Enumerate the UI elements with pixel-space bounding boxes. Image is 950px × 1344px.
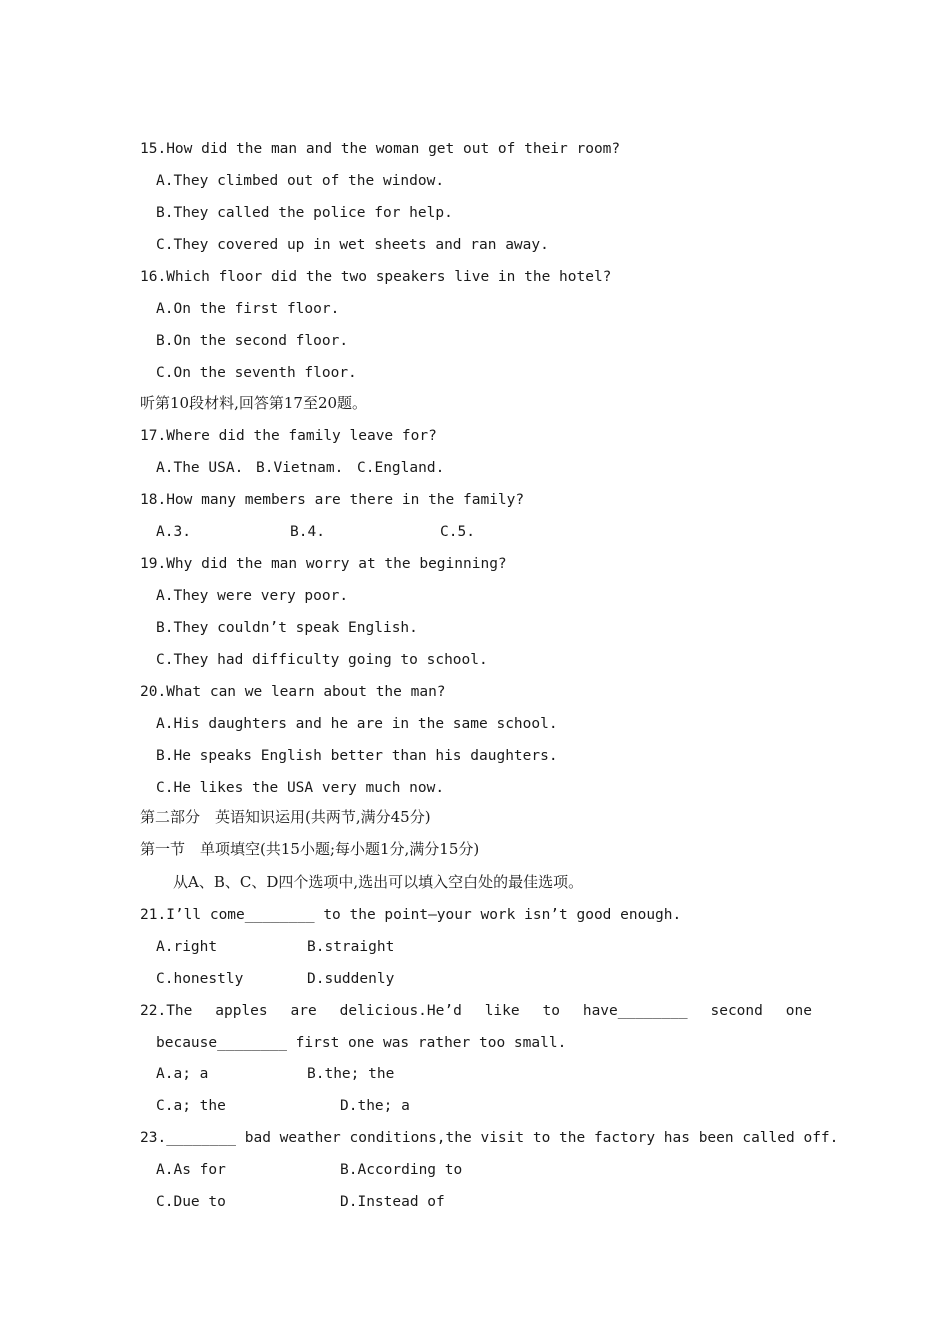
question-22-line-2: because________ first one was rather too small. [156,1035,567,1051]
option-19b: B.They couldn’t speak English. [156,620,418,636]
q22-word: apples [215,1003,268,1019]
option-20b: B.He speaks English better than his daughters. [156,748,558,764]
option-21a: A.right [156,939,218,955]
option-19a: A.They were very poor. [156,588,349,604]
section-1-instruction: 从A、B、C、D四个选项中,选出可以填入空白处的最佳选项。 [173,873,584,891]
q22-word: like [484,1003,520,1019]
option-17a: A.The USA. [156,460,244,476]
option-18c: C.5. [440,524,475,540]
option-17b: B.Vietnam. [256,460,344,476]
option-18b: B.4. [290,524,325,540]
option-21c: C.honestly [156,971,244,987]
q22-word: one [785,1003,812,1019]
option-17c: C.England. [357,460,445,476]
q22-word: delicious.He’d [339,1003,462,1019]
option-22a: A.a; a [156,1066,209,1082]
option-20c: C.He likes the USA very much now. [156,780,445,796]
section-1-heading: 第一节 单项填空(共15小题;每小题1分,满分15分) [140,840,480,858]
question-21: 21.I’ll come________ to the point—your work isn’t good enough. [140,907,682,923]
q22-word: 22.The [140,1003,193,1019]
option-23b: B.According to [340,1162,463,1178]
question-23: 23.________ bad weather conditions,the visit to the factory has been called off. [140,1130,839,1146]
q22-word: are [290,1003,317,1019]
question-19: 19.Why did the man worry at the beginning? [140,556,507,572]
question-17: 17.Where did the family leave for? [140,428,437,444]
option-21d: D.suddenly [307,971,395,987]
question-22-line-1 [140,1001,812,1021]
option-16c: C.On the seventh floor. [156,365,357,381]
option-22d: D.the; a [340,1098,410,1114]
option-15c: C.They covered up in wet sheets and ran away. [156,237,549,253]
option-19c: C.They had difficulty going to school. [156,652,488,668]
option-22c: C.a; the [156,1098,226,1114]
option-23a: A.As for [156,1162,226,1178]
question-18: 18.How many members are there in the family? [140,492,525,508]
q22-word: have________ [582,1003,688,1019]
option-18a: A.3. [156,524,191,540]
question-20: 20.What can we learn about the man? [140,684,446,700]
q22-word: to [542,1003,560,1019]
option-15a: A.They climbed out of the window. [156,173,445,189]
question-16: 16.Which floor did the two speakers live in the hotel? [140,269,612,285]
q22-word: second [710,1003,763,1019]
option-23d: D.Instead of [340,1194,445,1210]
option-22b: B.the; the [307,1066,395,1082]
option-21b: B.straight [307,939,395,955]
section-10-instruction: 听第10段材料,回答第17至20题。 [140,394,368,412]
question-15: 15.How did the man and the woman get out of their room? [140,141,621,157]
option-15b: B.They called the police for help. [156,205,453,221]
option-16a: A.On the first floor. [156,301,340,317]
option-16b: B.On the second floor. [156,333,349,349]
option-20a: A.His daughters and he are in the same school. [156,716,558,732]
part-2-heading: 第二部分 英语知识运用(共两节,满分45分) [140,808,431,826]
option-23c: C.Due to [156,1194,226,1210]
